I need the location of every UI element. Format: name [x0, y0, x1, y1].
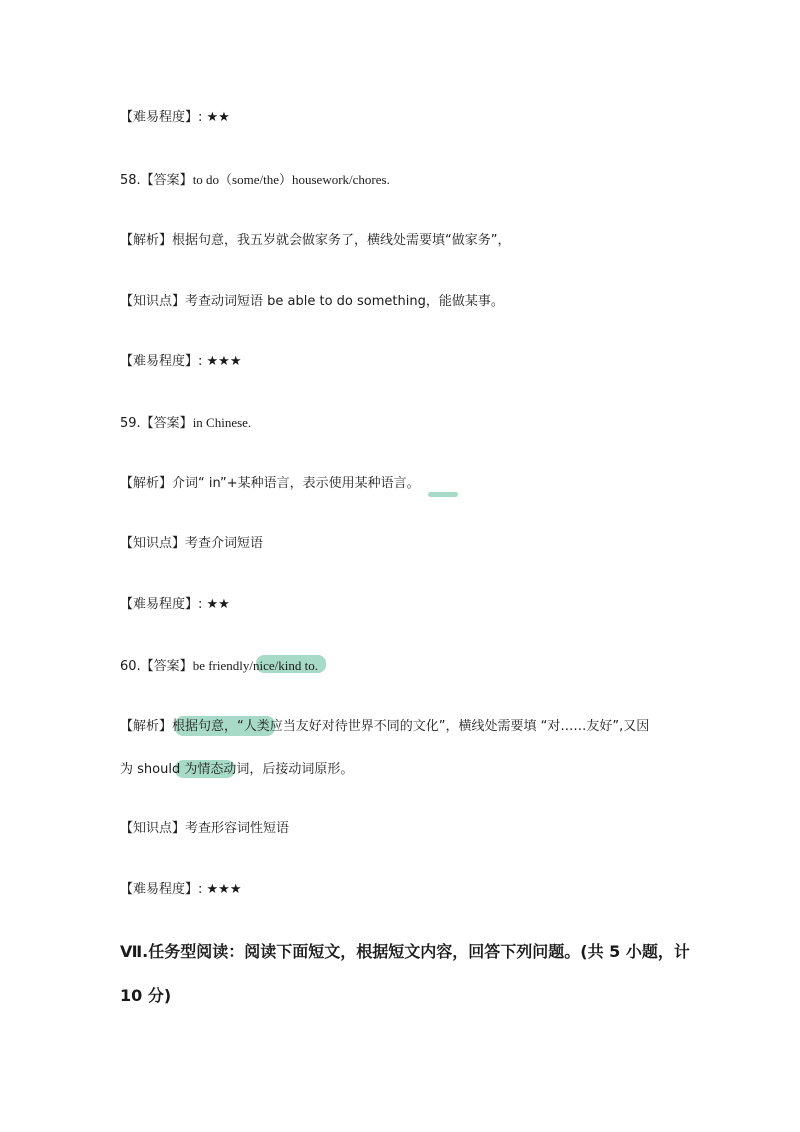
- difficulty-line-60: [120, 880, 241, 900]
- answer-label: 59.【答案】: [120, 416, 193, 431]
- knowledge-line-59: [120, 534, 263, 554]
- scan-smudge: [428, 492, 458, 497]
- knowledge-line-58: [120, 292, 504, 312]
- answer-text: be friendly/nice/kind to.: [192, 658, 318, 673]
- analysis-text: 介词“ in”+某种语言，表示使用某种语言。: [172, 476, 420, 491]
- analysis-line-58: [120, 231, 511, 251]
- answer-text: in Chinese.: [192, 415, 252, 430]
- answer-label: 60.【答案】: [120, 659, 193, 674]
- section-heading: Ⅶ.任务型阅读：阅读下面短文，根据短文内容，回答下列问题。(共 5 小题，计 10 分): [120, 942, 690, 1005]
- difficulty-label: 【难易程度】:: [120, 597, 207, 612]
- difficulty-label: 【难易程度】:: [120, 882, 207, 897]
- knowledge-label: 【知识点】: [120, 536, 186, 551]
- analysis-label: 【解析】: [120, 719, 173, 734]
- knowledge-line-60: [120, 819, 289, 839]
- knowledge-text: 考查介词短语: [185, 536, 264, 551]
- difficulty-stars: ★★★: [206, 882, 242, 897]
- difficulty-stars: ★★: [206, 110, 230, 125]
- analysis-continued-60: [120, 760, 353, 780]
- difficulty-line-57: [120, 108, 230, 128]
- answer-line-60: [120, 656, 318, 677]
- knowledge-label: 【知识点】: [120, 821, 186, 836]
- answer-line-58: [120, 170, 390, 191]
- answer-line-59: [120, 413, 251, 434]
- knowledge-text: 考查动词短语 be able to do something，能做某事。: [185, 294, 504, 309]
- analysis-text: 根据句意，我五岁就会做家务了，横线处需要填“做家务”，: [172, 233, 511, 248]
- difficulty-stars: ★★: [206, 597, 230, 612]
- difficulty-line-58: [120, 352, 241, 372]
- difficulty-label: 【难易程度】:: [120, 354, 207, 369]
- analysis-line-59: [120, 474, 420, 494]
- knowledge-text: 考查形容词性短语: [185, 821, 290, 836]
- analysis-continued-text: 为 should 为情态动词，后接动词原形。: [120, 762, 354, 777]
- knowledge-label: 【知识点】: [120, 294, 186, 309]
- answer-text: to do（some/the）housework/chores.: [192, 172, 390, 187]
- answer-label: 58.【答案】: [120, 173, 193, 188]
- difficulty-stars: ★★★: [206, 354, 242, 369]
- analysis-text: 根据句意，“人类应当友好对待世界不同的文化”，横线处需要填 “对……友好”,又因: [172, 719, 650, 734]
- analysis-line-60: [120, 717, 649, 737]
- difficulty-label: 【难易程度】:: [120, 110, 207, 125]
- analysis-label: 【解析】: [120, 233, 173, 248]
- difficulty-line-59: [120, 595, 230, 615]
- analysis-label: 【解析】: [120, 476, 173, 491]
